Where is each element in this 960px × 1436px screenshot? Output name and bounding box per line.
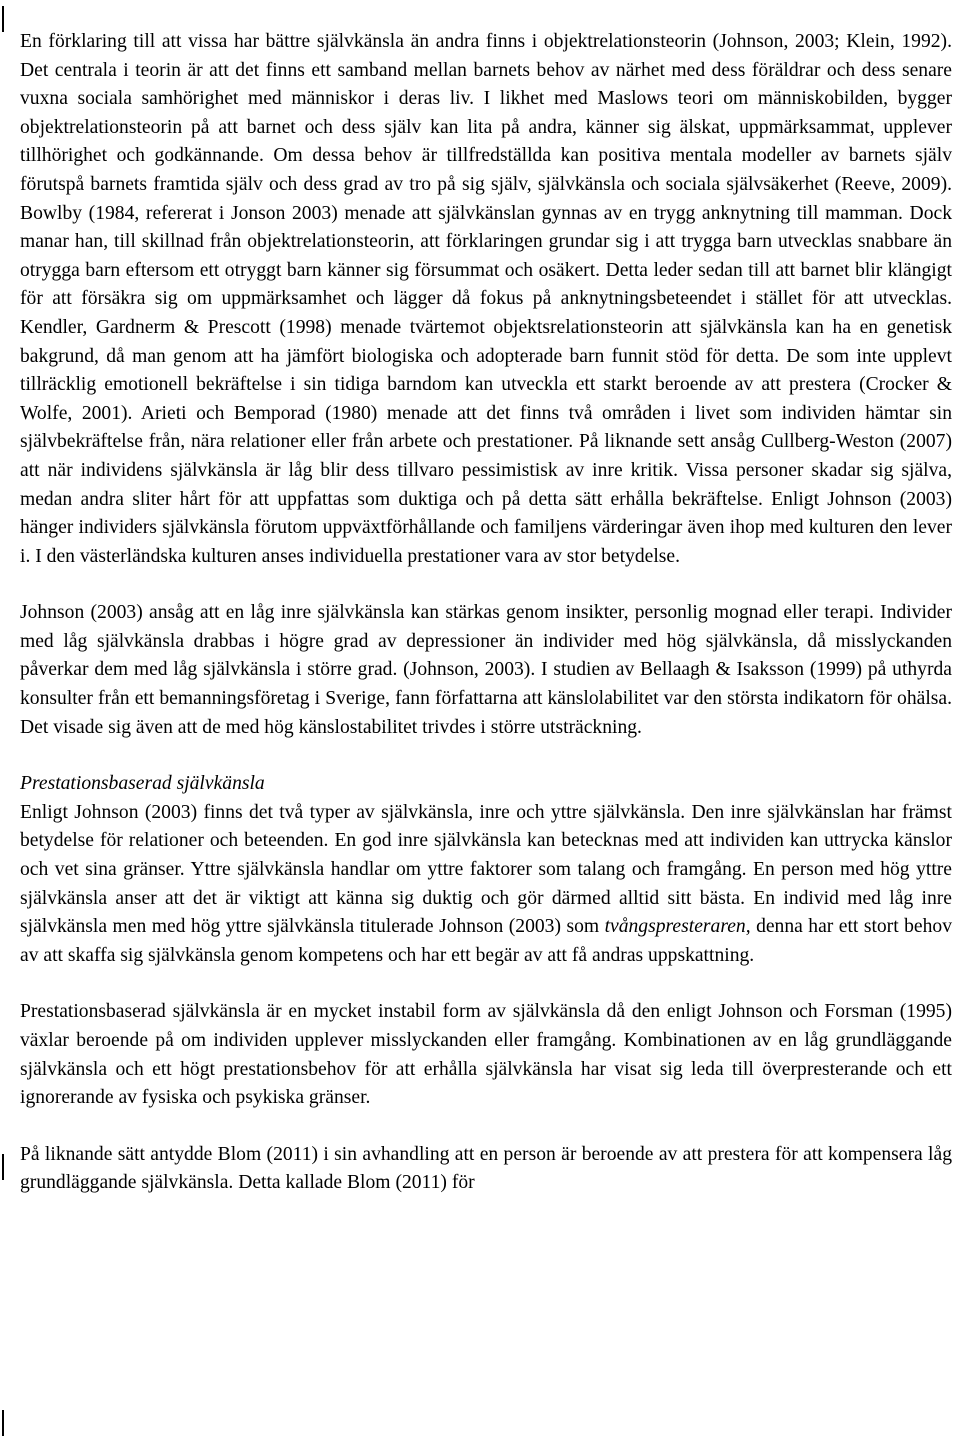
paragraph-two-types (20, 799, 952, 971)
section-heading: Prestationsbaserad självkänsla (20, 773, 265, 795)
document-page (20, 28, 952, 1198)
revision-bar-middle (2, 1154, 4, 1180)
two-types-text-start: Enligt Johnson (2003) finns det två typer av självkänsla, inre och yttre självkänsla. Den inre självkänslan har främst betydelse för relationer och beteenden. En god inre självkänsla kan betecknas med att individen kan uttrycka känslor och vet sina gränser. Yttre självkänsla handlar om yttre faktorer som talang och framgång. En person med hög yttre självkänsla anser att det är viktigt att känna sig duktig och gör därmed alltid sitt bästa. En individ med låg inre självkänsla men med hög yttre självkänsla titulerade Johnson (2003) som (20, 801, 952, 938)
paragraph-blom: På liknande sätt antydde Blom (2011) i sin avhandling att en person är beroende av att prestera för att kompensera låg grundläggande självkänsla. Detta kallade Blom (2011) för (20, 1143, 952, 1194)
paragraph-performance-based: Prestationsbaserad självkänsla är en mycket instabil form av självkänsla då den enligt Johnson och Forsman (1995) växlar beroende på om individen upplever misslyckanden eller framgång. Kombinationen av en låg grundläggande självkänsla och ett högt prestationsbehov för att erhålla självkänsla har visat sig leda till överpresterande och ett ignorerande av fysiska och psykiska gränser. (20, 1001, 952, 1109)
term-tvangspresteraren: tvångspresteraren, (604, 916, 751, 938)
paragraph-low-self-esteem: Johnson (2003) ansåg att en låg inre självkänsla kan stärkas genom insikter, personlig mognad eller terapi. Individer med låg självkänsla drabbas i högre grad av depressioner än individer med hög självkänsla, då misslyckanden påverkar dem med låg självkänsla i större grad. (Johnson, 2003). I studien av Bellaagh & Isaksson (1999) på uthyrda konsulter från ett bemanningsföretag i Sverige, fann författarna att känslolabilitet var den största indikatorn för ohälsa. Det visade sig även att de med hög känslostabilitet trivdes i större utsträckning. (20, 602, 952, 738)
paragraph-self-esteem-theories: En förklaring till att vissa har bättre självkänsla än andra finns i objektrelationsteorin (Johnson, 2003; Klein, 1992). Det centrala i teorin är att det finns ett samband mellan barnets behov av närhet med dess föräldrar och dess senare vuxna sociala samhörighet med människor i deras liv. I likhet med Maslows teori om människobilden, bygger objektrelationsteorin på att barnet och dess själv kan lita på andra, känner sig älskat, uppmärksammat, upplever tillhörighet och godkännande. Om dessa behov är tillfredställda kan positiva mentala modeller av barnets själv förutspå barnets framtida själv och dess grad av tro på sig själv, självkänsla och sociala självsäkerhet (Reeve, 2009). Bowlby (1984, refererat i Jonson 2003) menade att självkänslan gynnas av en trygg anknytning till mamman. Dock manar han, till skillnad från objektrelationsteorin, att förklaringen grundar sig i att trygga barn utvecklas snabbare än otrygga barn eftersom ett otryggt barn känner sig försummat och osäkert. Detta leder sedan till att barnet blir klängigt för att försäkra sig om uppmärksamhet och lägger då fokus på anknytningsbeteendet i stället för att utvecklas. Kendler, Gardnerm & Prescott (1998) menade tvärtemot objektsrelationsteorin att självkänsla kan ha en genetisk bakgrund, då man genom att ha jämfört biologiska och adopterade barn funnit stöd för detta. De som inte upplevt tillräcklig emotionell bekräftelse i sin tidiga barndom kan utveckla ett starkt beroende av att prestera (Crocker & Wolfe, 2001). Arieti och Bemporad (1980) menade att det finns två områden i livet som individen hämtar sin självbekräftelse från, nära relationer eller från arbete och prestationer. På liknande sett ansåg Cullberg-Weston (2007) att när individens självkänsla är låg blir dess tillvaro pessimistisk av inre kritik. Vissa personer skadar sig själva, medan andra sliter hårt för att uppfattas som duktiga och på detta sätt erhålla bekräftelse. Enligt Johnson (2003) hänger individers självkänsla förutom uppväxtförhållande och familjens värderingar även ihop med kulturen den lever i. I den västerländska kulturen anses individuella prestationer vara av stor betydelse. (20, 31, 952, 567)
revision-bar-bottom (2, 1410, 4, 1436)
two-types-text-end: denna har ett stort behov av att skaffa sig självkänsla genom kompetens och har ett begär av att få andras uppskattning. (20, 916, 952, 966)
revision-bar-top (2, 6, 4, 32)
